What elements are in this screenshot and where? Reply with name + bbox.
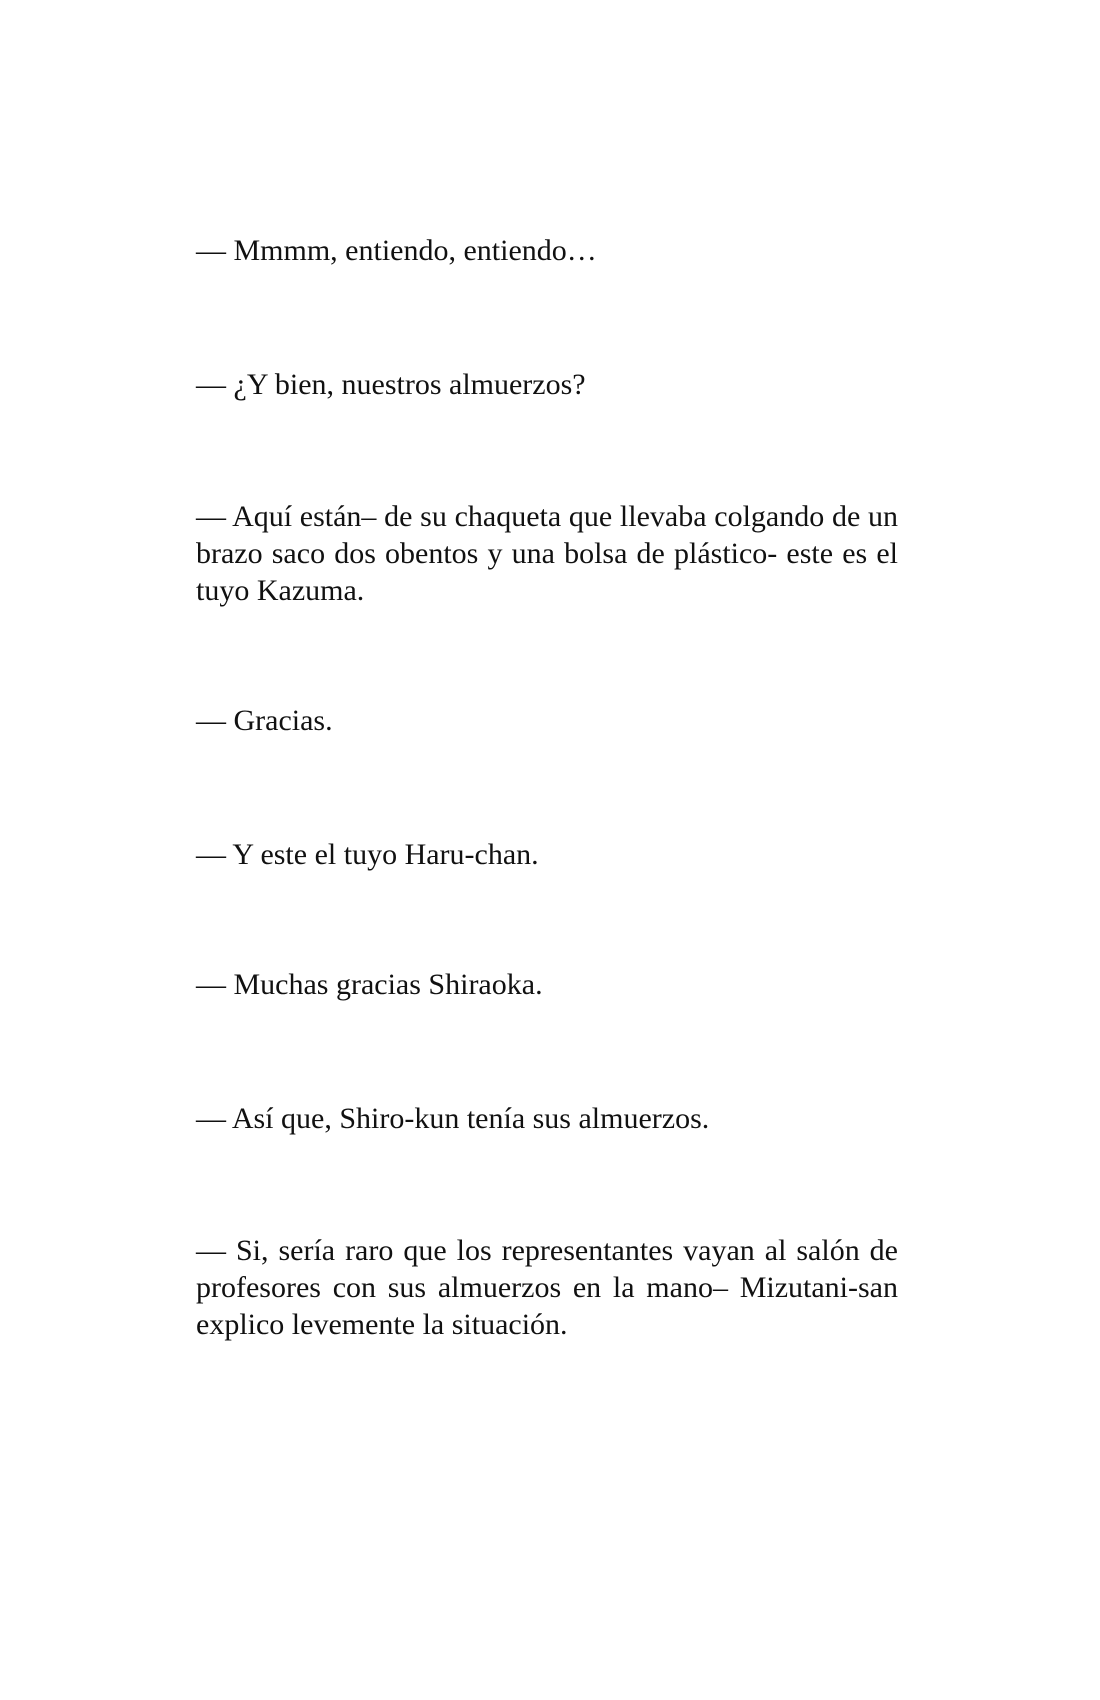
paragraph: — Así que, Shiro-kun tenía sus almuerzos. <box>196 1102 710 1135</box>
paragraph: — Si, sería raro que los representantes vayan al salón de profesores con sus almuerzos en la mano– Mizutani-san explico levemente la situación. <box>196 1234 898 1341</box>
paragraph: — Gracias. <box>196 704 333 737</box>
paragraph: — Y este el tuyo Haru-chan. <box>196 838 539 871</box>
paragraph: — Mmmm, entiendo, entiendo… <box>196 234 597 267</box>
paragraph: — Aquí están– de su chaqueta que llevaba colgando de un brazo saco dos obentos y una bolsa de plástico- este es el tuyo Kazuma. <box>196 500 898 607</box>
paragraph: — ¿Y bien, nuestros almuerzos? <box>196 368 586 401</box>
paragraph: — Muchas gracias Shiraoka. <box>196 968 543 1001</box>
